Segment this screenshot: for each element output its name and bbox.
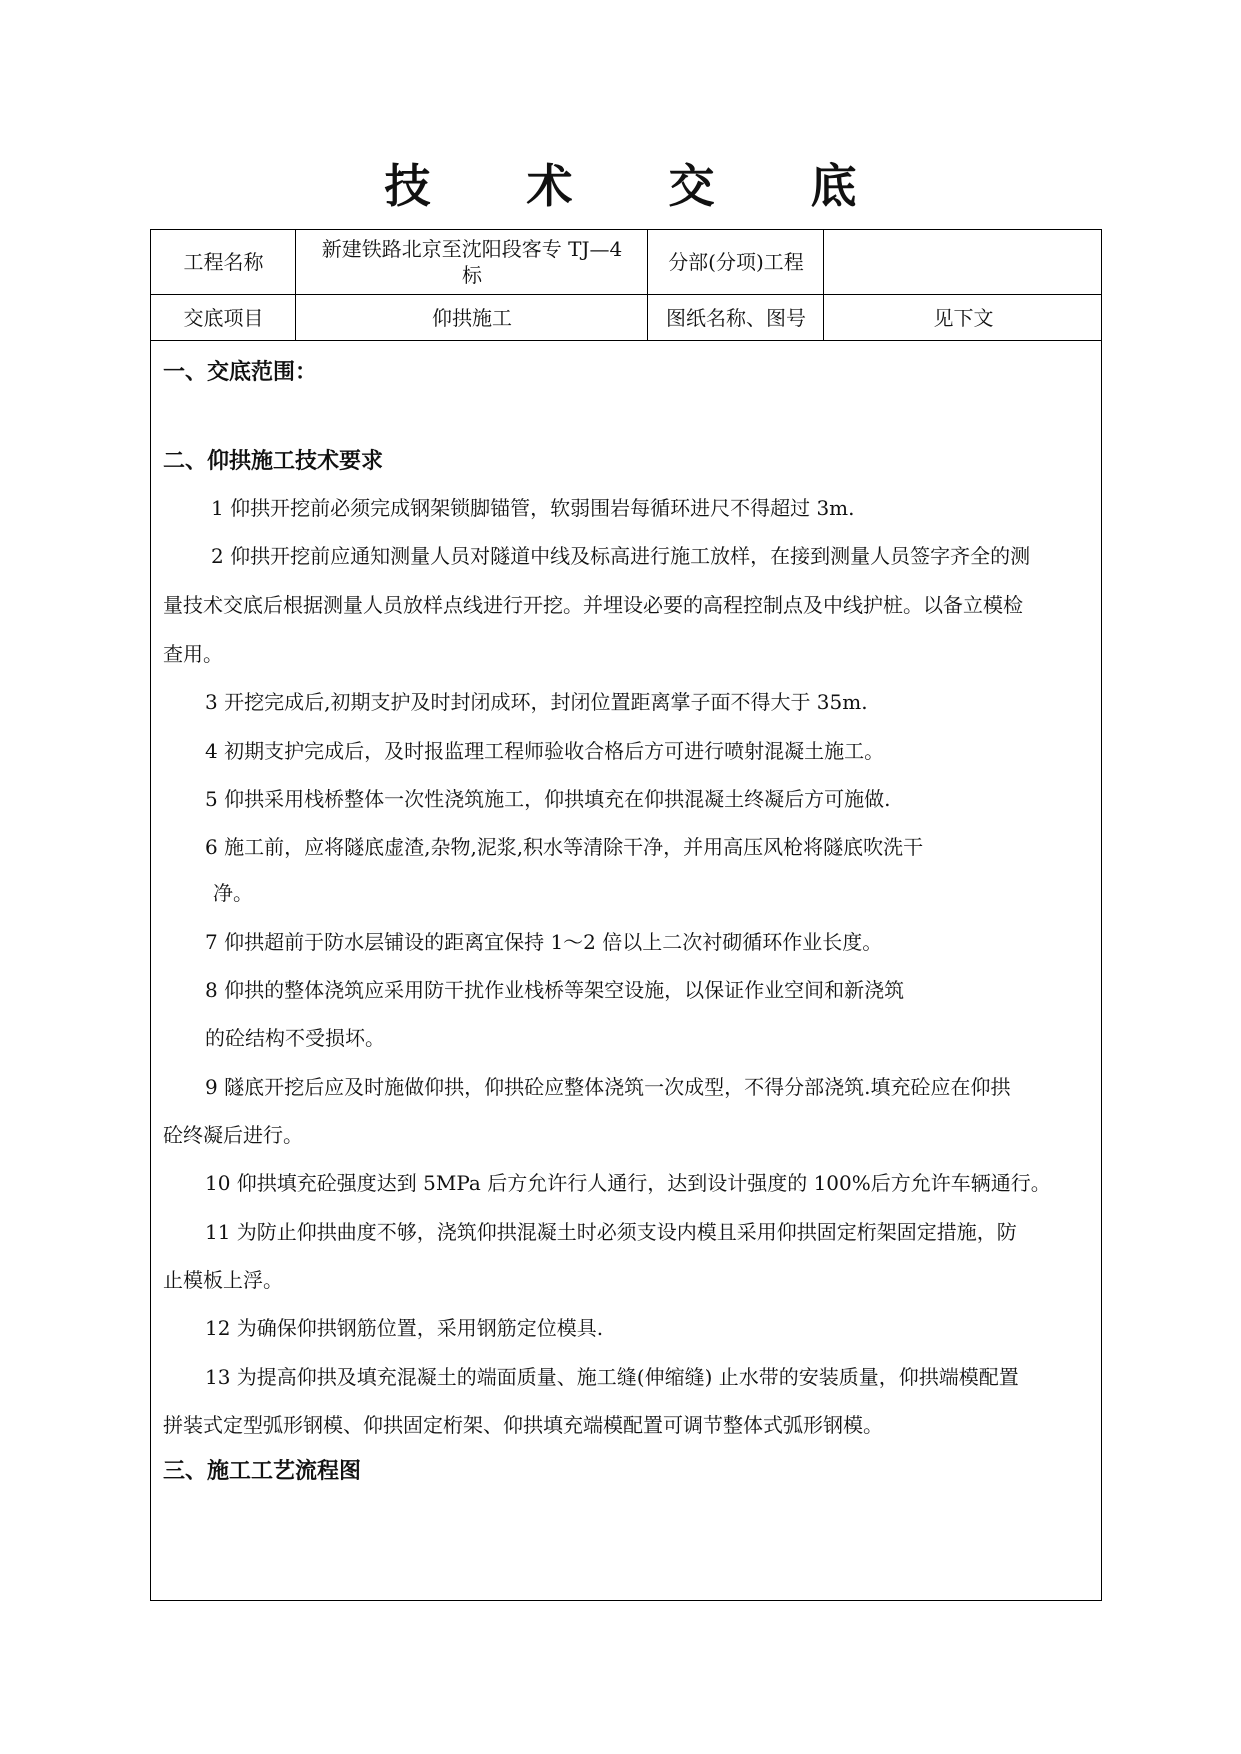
requirement-line: 2 仰拱开挖前应通知测量人员对隧道中线及标高进行施工放样，在接到测量人员签字齐全的测 [211,544,1031,568]
item-label: 交底项目 [183,305,264,330]
requirement-line: 12 为确保仰拱钢筋位置，采用钢筋定位模具. [205,1316,604,1340]
requirement-line: 5 仰拱采用栈桥整体一次性浇筑施工，仰拱填充在仰拱混凝土终凝后方可施做. [205,787,891,811]
section-flowchart-heading: 三、施工工艺流程图 [163,1459,362,1484]
disclosure-table [150,229,1102,1601]
division-label: 分部(分项)工程 [668,250,804,274]
header-row-item [151,295,1101,341]
project-name-label: 工程名称 [183,250,264,274]
drawing-label: 图纸名称、图号 [666,305,806,330]
requirement-line: 砼终凝后进行。 [163,1123,303,1147]
header-row-project [151,230,1101,295]
requirement-line: 7 仰拱超前于防水层铺设的距离宜保持 1～2 倍以上二次衬砌循环作业长度。 [205,930,883,954]
division-value [824,230,1103,294]
requirement-line: 1 仰拱开挖前必须完成钢架锁脚锚管，软弱围岩每循环进尺不得超过 3m. [211,496,855,520]
requirement-line: 9 隧底开挖后应及时施做仰拱，仰拱砼应整体浇筑一次成型，不得分部浇筑.填充砼应在仰拱 [205,1075,1011,1099]
requirement-line: 止模板上浮。 [163,1268,283,1292]
requirement-line: 8 仰拱的整体浇筑应采用防干扰作业栈桥等架空设施，以保证作业空间和新浇筑 [205,978,905,1002]
requirement-line: 拼装式定型弧形钢模、仰拱固定桁架、仰拱填充端模配置可调节整体式弧形钢模。 [163,1413,883,1437]
drawing-value: 见下文 [933,305,994,330]
requirement-line: 净。 [213,881,253,905]
requirement-line: 3 开挖完成后,初期支护及时封闭成环，封闭位置距离掌子面不得大于 35m. [205,690,868,714]
requirement-line: 11 为防止仰拱曲度不够，浇筑仰拱混凝土时必须支设内模且采用仰拱固定桁架固定措施，防 [205,1220,1017,1244]
requirement-line: 量技术交底后根据测量人员放样点线进行开挖。并埋设必要的高程控制点及中线护桩。以备立模检 [163,593,1023,617]
project-name-value [296,230,648,294]
project-name-value-line1: 新建铁路北京至沈阳段客专 TJ—4 [321,237,623,261]
section-requirements-heading: 二、仰拱施工技术要求 [163,449,384,474]
requirement-line: 的砼结构不受损坏。 [205,1026,385,1050]
section-scope-heading: 一、交底范围： [163,360,318,385]
project-name-value-line2: 标 [462,263,482,287]
requirement-line: 6 施工前，应将隧底虚渣,杂物,泥浆,积水等清除干净，并用高压风枪将隧底吹洗干 [205,835,924,859]
requirement-line: 13 为提高仰拱及填充混凝土的端面质量、施工缝(伸缩缝) 止水带的安装质量，仰拱端模配置 [205,1365,1019,1389]
requirement-line: 查用。 [163,642,223,666]
requirement-line: 4 初期支护完成后，及时报监理工程师验收合格后方可进行喷射混凝土施工。 [205,739,885,763]
requirement-line: 10 仰拱填充砼强度达到 5MPa 后方允许行人通行，达到设计强度的 100%后方允许车辆通行。 [205,1171,1051,1195]
item-value: 仰拱施工 [432,305,512,330]
document-title: 技 术 交 底 [384,159,897,213]
